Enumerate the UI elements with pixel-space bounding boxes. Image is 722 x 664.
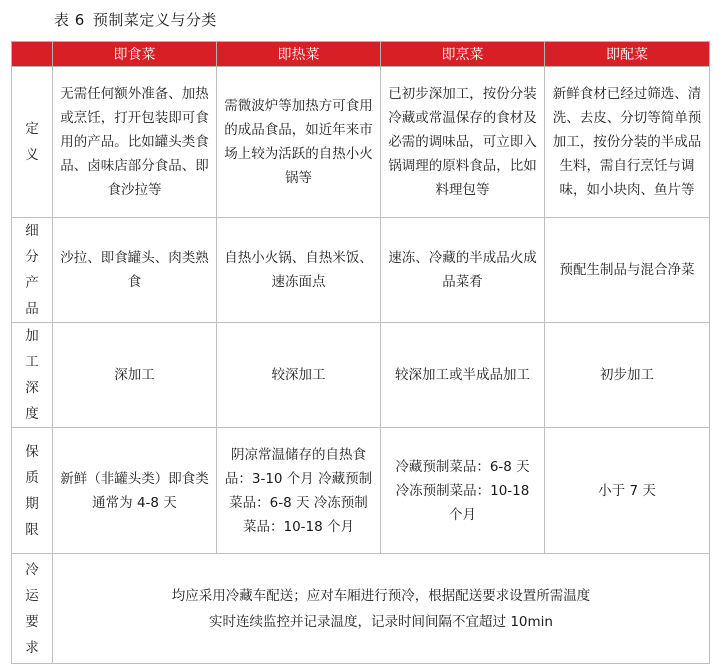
header-row <box>12 42 710 67</box>
table-cell: 预配生制品与混合净菜 <box>545 218 710 323</box>
header-ready-to-heat: 即热菜 <box>217 42 381 67</box>
table-cell: 冷藏预制菜品：6-8 天 冷冻预制菜品：10-18 个月 <box>381 428 545 554</box>
table-cell: 深加工 <box>53 323 217 428</box>
row-head-processing-depth: 加工深度 <box>12 323 53 428</box>
table-row <box>12 428 710 554</box>
table-cell: 较深加工或半成品加工 <box>381 323 545 428</box>
header-ready-to-eat: 即食菜 <box>53 42 217 67</box>
header-corner <box>12 42 53 67</box>
table-cell: 新鲜食材已经过筛选、清洗、去皮、分切等简单预加工，按份分装的半成品生料，需自行烹饪与调味，如小块肉、鱼片等 <box>545 67 710 218</box>
table-cell: 沙拉、即食罐头、肉类熟食 <box>53 218 217 323</box>
cold-chain-line: 实时连续监控并记录温度，记录时间间隔不宜超过 10min <box>209 613 553 630</box>
table-cell: 自热小火锅、自热米饭、速冻面点 <box>217 218 381 323</box>
table-row <box>12 67 710 218</box>
row-head-shelf-life: 保质期限 <box>12 428 53 554</box>
table-cell: 速冻、冷藏的半成品火成品菜肴 <box>381 218 545 323</box>
table-number: 表 6 <box>54 11 85 29</box>
cold-chain-requirement <box>53 554 710 664</box>
row-head-definition: 定义 <box>12 67 53 218</box>
table-cell: 较深加工 <box>217 323 381 428</box>
header-ready-to-assemble: 即配菜 <box>545 42 710 67</box>
table-cell: 新鲜（非罐头类）即食类通常为 4-8 天 <box>53 428 217 554</box>
table-row <box>12 554 710 664</box>
cold-chain-line: 均应采用冷藏车配送；应对车厢进行预冷，根据配送要求设置所需温度 <box>171 587 591 604</box>
table-cell: 需微波炉等加热方可食用的成品食品，如近年来市场上较为活跃的自热小火锅等 <box>217 67 381 218</box>
table-cell: 小于 7 天 <box>545 428 710 554</box>
row-head-subproducts: 细分产品 <box>12 218 53 323</box>
table-cell: 已初步深加工，按份分装冷藏或常温保存的食材及必需的调味品，可立即入锅调理的原料食品，比如料理包等 <box>381 67 545 218</box>
table-cell: 阴凉常温储存的自热食品：3-10 个月 冷藏预制菜品：6-8 天 冷冻预制菜品：10-18 个月 <box>217 428 381 554</box>
table-title: 预制菜定义与分类 <box>92 11 217 29</box>
table-cell: 初步加工 <box>545 323 710 428</box>
table-row <box>12 323 710 428</box>
table-caption <box>54 9 225 30</box>
table-row <box>12 218 710 323</box>
header-ready-to-cook: 即烹菜 <box>381 42 545 67</box>
prepared-dish-table <box>11 41 710 664</box>
row-head-cold-chain: 冷运要求 <box>12 554 53 664</box>
table-cell: 无需任何额外准备、加热或烹饪，打开包装即可食用的产品。比如罐头类食品、卤味店部分食品、即食沙拉等 <box>53 67 217 218</box>
